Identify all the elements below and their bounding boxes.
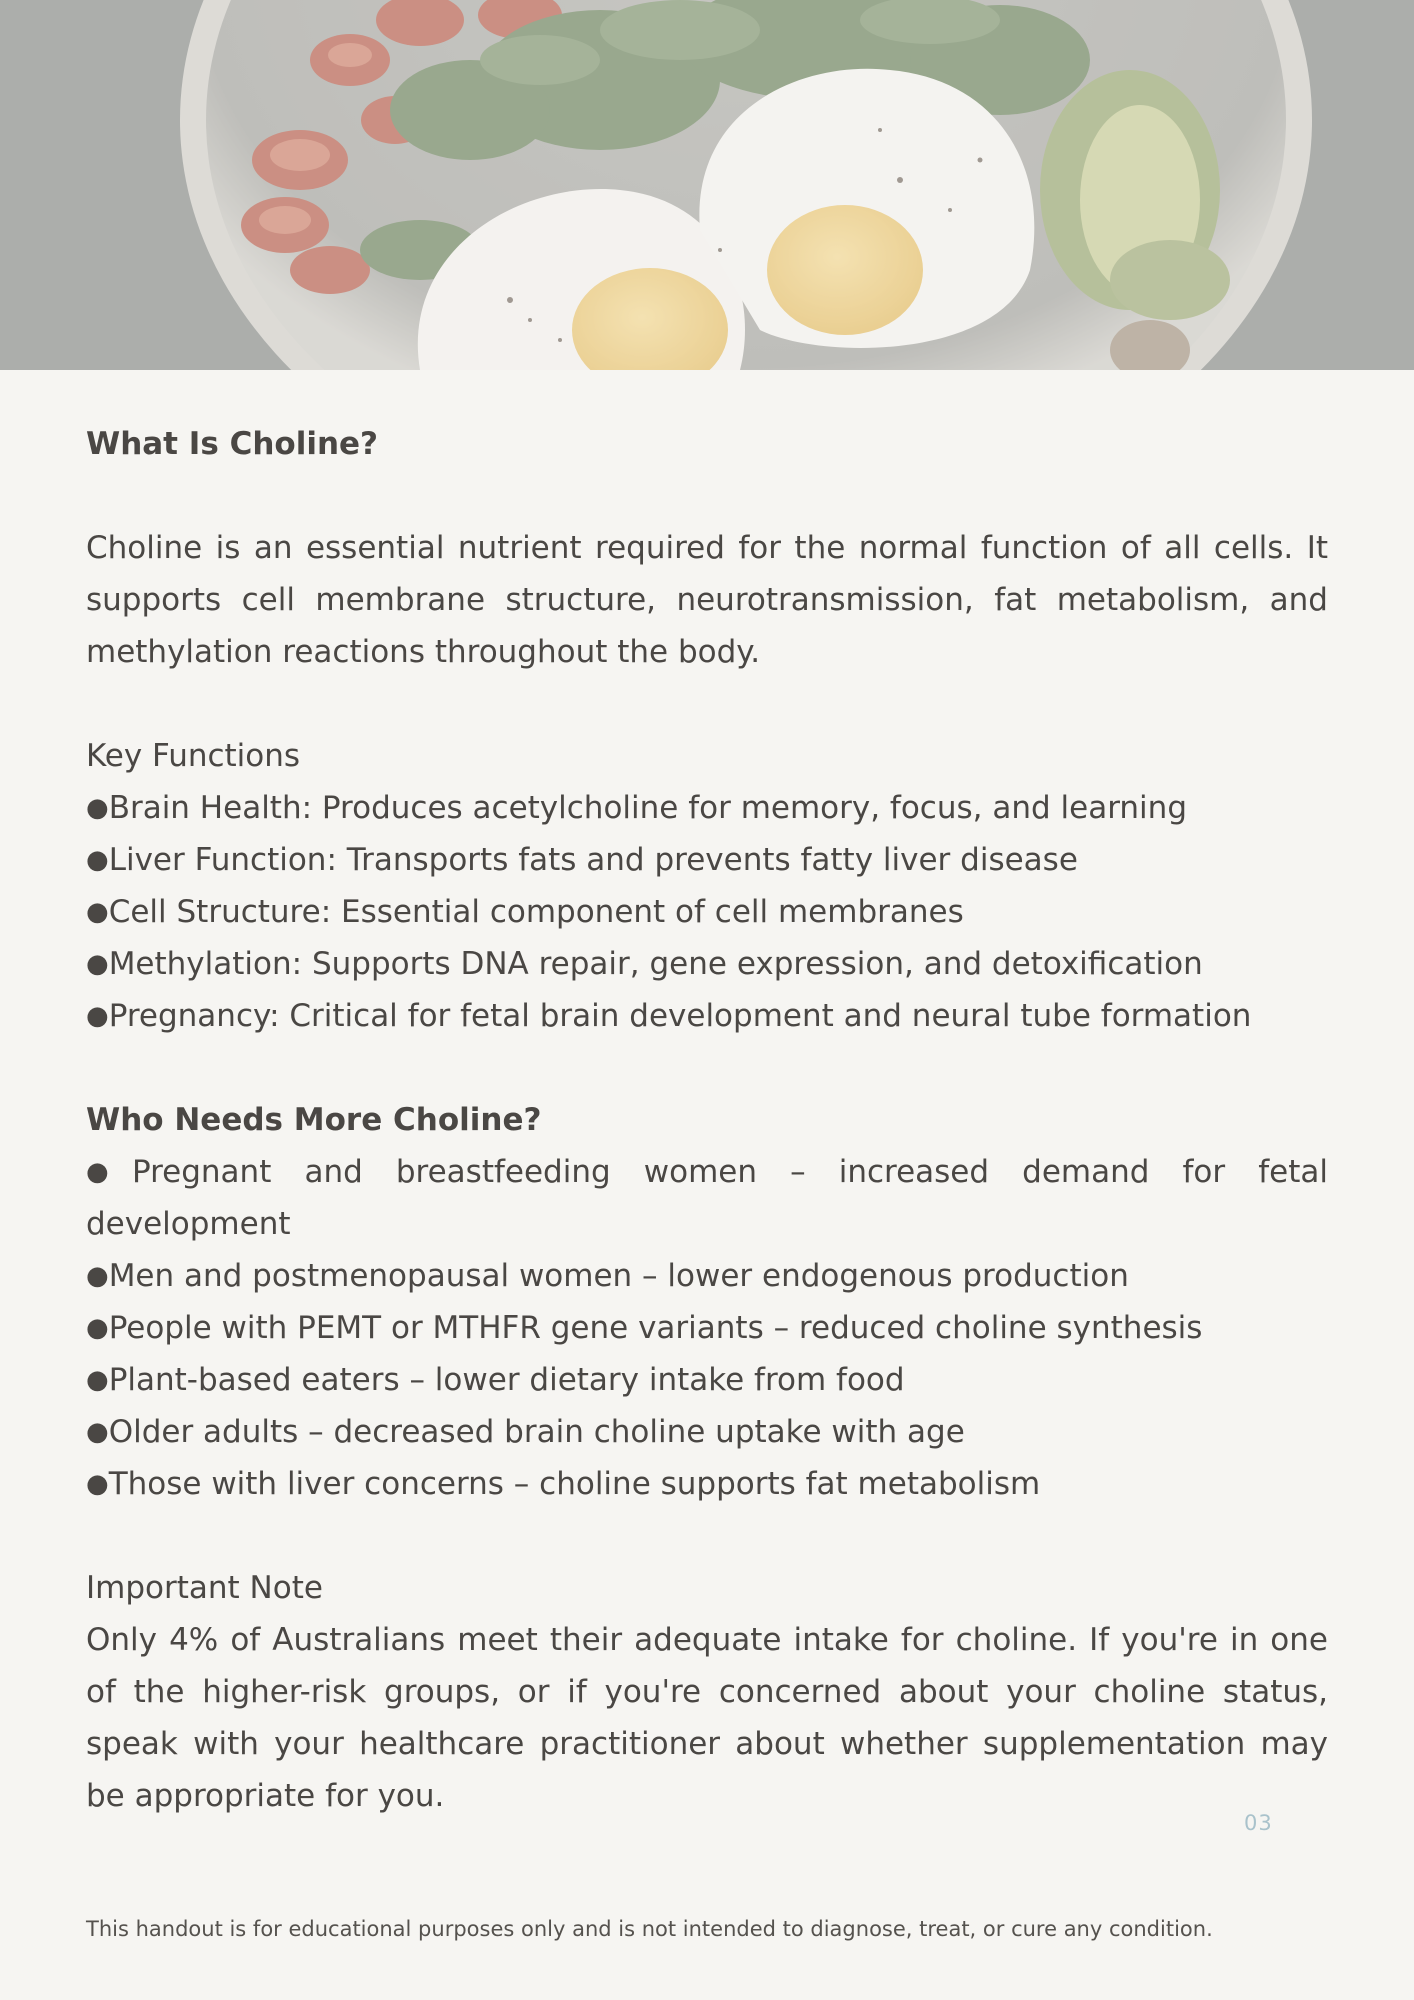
page-number: 03 xyxy=(1244,1811,1273,1835)
list-item: ●Pregnancy: Critical for fetal brain development and neural tube formation xyxy=(86,998,1252,1034)
list-item: ●Those with liver concerns – choline supports fat metabolism xyxy=(86,1466,1041,1502)
bullet-icon: ● xyxy=(86,1417,109,1447)
list-item: ●Plant-based eaters – lower dietary intake from food xyxy=(86,1362,905,1398)
section-title-what-is-choline: What Is Choline? xyxy=(86,426,379,462)
bullet-icon: ● xyxy=(86,949,109,979)
list-item: ●Men and postmenopausal women – lower endogenous production xyxy=(86,1258,1129,1294)
bullet-icon: ● xyxy=(86,897,109,927)
hero-image xyxy=(0,0,1414,370)
list-item: ●People with PEMT or MTHFR gene variants – reduced choline synthesis xyxy=(86,1310,1203,1346)
bullet-icon: ● xyxy=(86,845,109,875)
spacer xyxy=(86,1510,1328,1562)
bullet-icon: ● xyxy=(86,793,109,823)
list-item: ●Older adults – decreased brain choline uptake with age xyxy=(86,1414,965,1450)
bullet-icon: ● xyxy=(86,1261,109,1291)
bullet-icon: ● xyxy=(86,1313,109,1343)
spacer xyxy=(86,470,1328,522)
list-item: ●Methylation: Supports DNA repair, gene expression, and detoxification xyxy=(86,946,1203,982)
spacer xyxy=(86,1042,1328,1094)
list-item: ●Liver Function: Transports fats and prevents fatty liver disease xyxy=(86,842,1078,878)
list-item: ●Cell Structure: Essential component of cell membranes xyxy=(86,894,964,930)
section-title-who-needs-more: Who Needs More Choline? xyxy=(86,1102,542,1138)
spacer xyxy=(86,678,1328,730)
bullet-icon: ● xyxy=(86,1157,132,1187)
bullet-icon: ● xyxy=(86,1365,109,1395)
main-content xyxy=(86,418,1328,1822)
important-note-text: Only 4% of Australians meet their adequate intake for choline. If you're in one of the higher-risk groups, or if you're concerned about your choline status, speak with your healthcare practitioner about whether supplementation may be appropriate for you. xyxy=(86,1622,1328,1814)
list-item: ●Brain Health: Produces acetylcholine for memory, focus, and learning xyxy=(86,790,1187,826)
choline-description: Choline is an essential nutrient required for the normal function of all cells. It supports cell membrane structure, neurotransmission, fat metabolism, and methylation reactions throughout the body. xyxy=(86,530,1328,670)
key-functions-list xyxy=(86,782,1328,1042)
footer-disclaimer: This handout is for educational purposes only and is not intended to diagnose, treat, or cure any condition. xyxy=(86,1917,1213,1941)
bullet-icon: ● xyxy=(86,1001,109,1031)
section-title-important-note: Important Note xyxy=(86,1570,323,1606)
list-item: ●Pregnant and breastfeeding women – increased demand for fetal development xyxy=(86,1154,1328,1242)
hero-fade-overlay xyxy=(0,0,1414,370)
section-title-key-functions: Key Functions xyxy=(86,738,301,774)
who-needs-more-list xyxy=(86,1146,1328,1510)
bullet-icon: ● xyxy=(86,1469,109,1499)
